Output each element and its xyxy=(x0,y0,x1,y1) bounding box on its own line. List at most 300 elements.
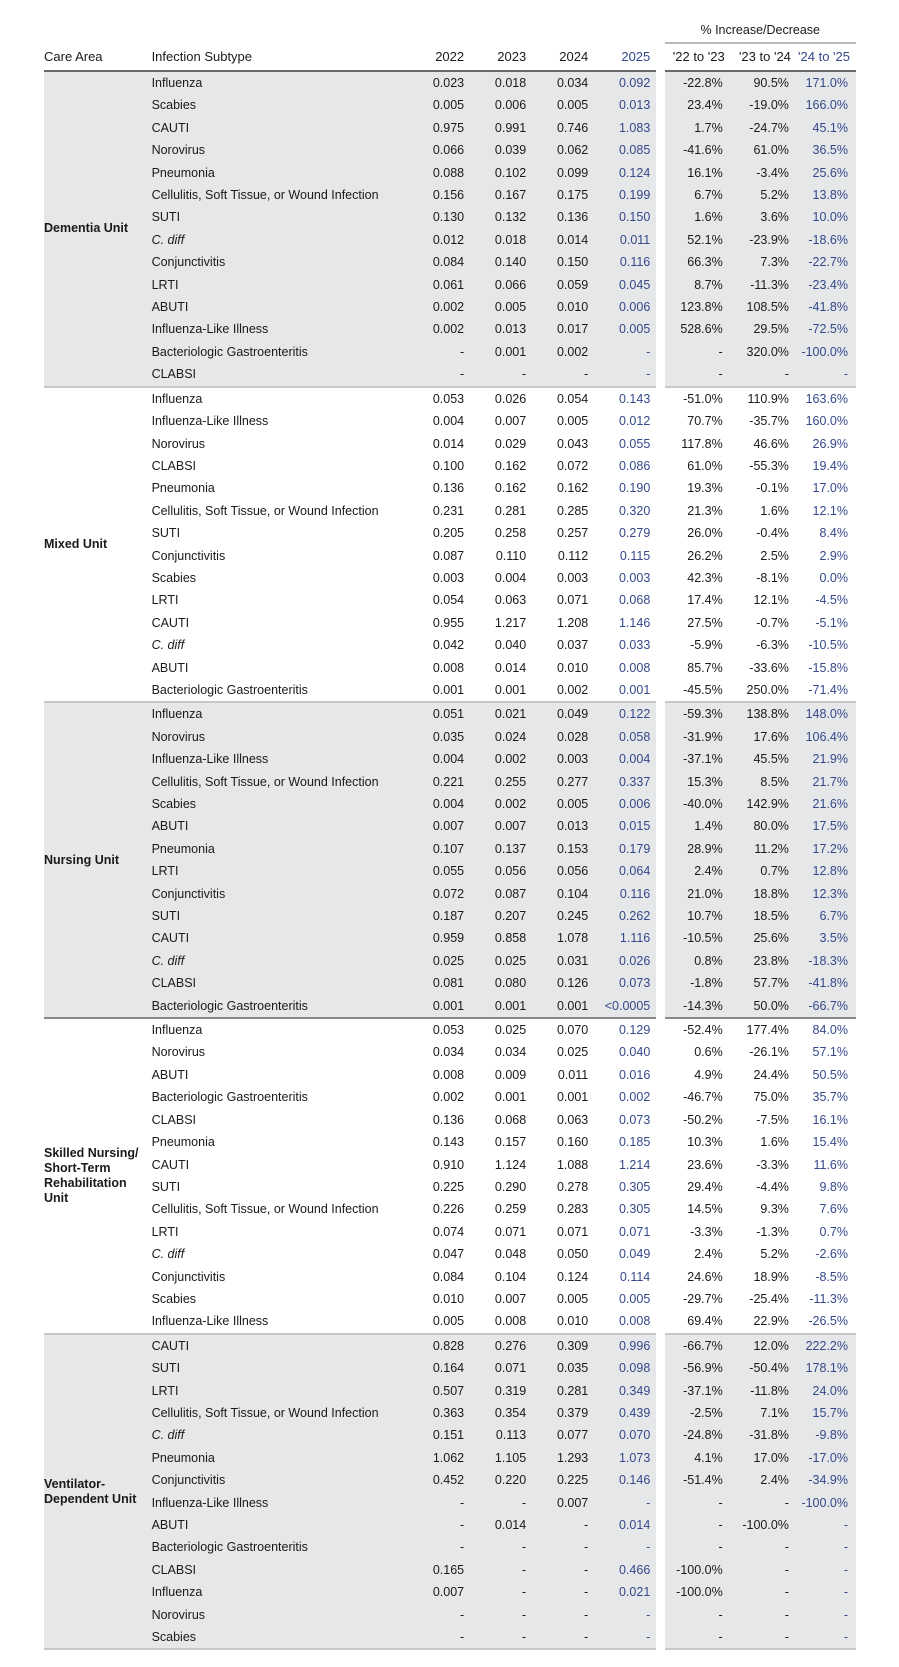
rate-2024: 0.013 xyxy=(532,815,594,837)
table-row xyxy=(44,1310,856,1334)
rate-2024: 0.071 xyxy=(556,593,589,608)
pct-22-23: 123.8% xyxy=(665,296,731,318)
table-row xyxy=(44,1424,856,1446)
pct-24-25: -18.3% xyxy=(797,950,856,972)
pct-22-23: - xyxy=(665,1492,731,1514)
rate-2022: 0.084 xyxy=(408,251,470,273)
rate-2023: 0.207 xyxy=(470,905,532,927)
rate-2023: 1.105 xyxy=(470,1447,532,1469)
pct-22-23: 1.6% xyxy=(665,206,731,228)
column-gap xyxy=(656,905,664,927)
table-row xyxy=(44,612,856,634)
rate-2023: - xyxy=(470,1626,532,1650)
column-gap xyxy=(656,274,664,296)
rate-2022: 0.012 xyxy=(408,229,470,251)
infection-subtype: LRTI xyxy=(151,1224,179,1239)
column-header-row xyxy=(44,44,856,72)
rate-2023: 0.063 xyxy=(494,593,527,608)
table-row xyxy=(44,1221,856,1243)
infection-subtype: SUTI xyxy=(151,526,181,541)
column-gap xyxy=(656,657,664,679)
rate-2023: 0.006 xyxy=(470,94,532,116)
column-gap xyxy=(656,94,664,116)
rate-2025: 0.008 xyxy=(594,1310,656,1334)
rate-2023: 0.080 xyxy=(470,972,532,994)
rate-2024: - xyxy=(532,1604,594,1626)
pct-24-25: 12.3% xyxy=(797,883,856,905)
table-row xyxy=(44,1357,856,1379)
pct-24-25: -18.6% xyxy=(797,229,856,251)
rate-2023: 0.167 xyxy=(470,184,532,206)
column-gap xyxy=(656,703,664,725)
infection-subtype: Norovirus xyxy=(151,436,206,451)
pct-22-23: 42.3% xyxy=(687,570,723,585)
pct-22-23: -37.1% xyxy=(665,748,731,770)
rate-2022: 0.054 xyxy=(432,593,465,608)
rate-2022: 0.034 xyxy=(432,1045,465,1060)
pct-22-23: 29.4% xyxy=(687,1179,723,1194)
pct-23-24: 24.4% xyxy=(753,1067,789,1082)
pct-22-23: - xyxy=(665,1604,731,1626)
table-row xyxy=(44,274,856,296)
rate-2022: 0.130 xyxy=(408,206,470,228)
rate-2025: 0.058 xyxy=(594,726,656,748)
pct-24-25: 0.7% xyxy=(819,1224,848,1239)
infection-subtype: C. diff xyxy=(151,1247,185,1262)
rate-2022: 0.010 xyxy=(432,1291,465,1306)
table-row xyxy=(44,184,856,206)
infection-subtype: C. diff xyxy=(152,1424,409,1446)
column-gap xyxy=(656,410,664,432)
table-row xyxy=(44,1064,856,1086)
pct-24-25: - xyxy=(797,1536,856,1558)
column-gap xyxy=(656,883,664,905)
rate-2022: 0.053 xyxy=(432,1023,465,1038)
infection-subtype: Scabies xyxy=(152,1626,409,1650)
rate-2025: 0.146 xyxy=(594,1469,656,1491)
rate-2024: 0.003 xyxy=(556,570,589,585)
table-row xyxy=(44,567,856,589)
percent-change-group-header: % Increase/Decrease xyxy=(665,18,856,44)
rate-2025: 0.349 xyxy=(594,1380,656,1402)
pct-23-24: 18.9% xyxy=(753,1269,789,1284)
pct-23-24: 61.0% xyxy=(731,139,797,161)
infection-subtype: ABUTI xyxy=(152,296,409,318)
column-gap xyxy=(656,679,664,703)
rate-2022: - xyxy=(408,1536,470,1558)
rate-2025: 0.996 xyxy=(594,1335,656,1357)
infection-subtype: SUTI xyxy=(152,206,409,228)
rate-2023: 0.162 xyxy=(494,458,527,473)
col-header-care-area: Care Area xyxy=(44,44,152,72)
rate-2025: - xyxy=(594,1492,656,1514)
rate-2025: 0.190 xyxy=(618,481,651,496)
pct-22-23: 24.6% xyxy=(687,1269,723,1284)
column-gap xyxy=(656,1581,664,1603)
table-row xyxy=(44,1581,856,1603)
pct-24-25: -11.3% xyxy=(809,1291,848,1306)
infection-subtype: Conjunctivitis xyxy=(151,1269,226,1284)
infection-subtype: Pneumonia xyxy=(152,838,409,860)
column-gap xyxy=(656,388,664,410)
pct-23-24: 18.8% xyxy=(731,883,797,905)
table-row xyxy=(44,726,856,748)
column-gap xyxy=(656,72,664,94)
col-header-2025: 2025 xyxy=(594,44,656,72)
pct-22-23: - xyxy=(665,1536,731,1558)
pct-24-25: 13.8% xyxy=(797,184,856,206)
rate-2023: 0.056 xyxy=(470,860,532,882)
rate-2023: 0.026 xyxy=(494,391,527,406)
rate-2025: 0.014 xyxy=(594,1514,656,1536)
rate-2024: 0.278 xyxy=(556,1179,589,1194)
header-group-row xyxy=(44,18,856,44)
rate-2025: - xyxy=(594,341,656,363)
infection-subtype: Norovirus xyxy=(152,726,409,748)
rate-2023: 0.014 xyxy=(470,1514,532,1536)
rate-2023: 0.991 xyxy=(470,117,532,139)
pct-23-24: -6.3% xyxy=(756,638,789,653)
rate-2024: 0.010 xyxy=(532,1310,594,1334)
rate-2022: 0.143 xyxy=(432,1135,465,1150)
pct-24-25: 148.0% xyxy=(797,703,856,725)
rate-2022: 0.107 xyxy=(408,838,470,860)
column-gap xyxy=(656,251,664,273)
infection-subtype: SUTI xyxy=(152,1357,409,1379)
rate-2024: 0.283 xyxy=(556,1202,589,1217)
rate-2025: 1.116 xyxy=(594,927,656,949)
infection-subtype: C. diff xyxy=(152,229,409,251)
rate-2022: 0.088 xyxy=(408,162,470,184)
rate-2023: - xyxy=(470,1604,532,1626)
pct-24-25: -9.8% xyxy=(797,1424,856,1446)
column-gap xyxy=(656,995,664,1019)
table-row xyxy=(44,1041,856,1063)
rate-2025: 0.116 xyxy=(594,251,656,273)
pct-24-25: 17.5% xyxy=(797,815,856,837)
infection-subtype: Norovirus xyxy=(152,139,409,161)
table-row xyxy=(44,1335,856,1357)
pct-23-24: 177.4% xyxy=(746,1023,789,1038)
pct-22-23: 4.1% xyxy=(665,1447,731,1469)
rate-2024: - xyxy=(532,1514,594,1536)
rate-2025: 0.012 xyxy=(618,414,651,429)
rate-2025: 0.143 xyxy=(618,391,651,406)
column-gap xyxy=(656,1198,664,1220)
pct-23-24: 0.7% xyxy=(731,860,797,882)
rate-2023: 0.276 xyxy=(470,1335,532,1357)
rate-2022: 0.156 xyxy=(408,184,470,206)
pct-24-25: 7.6% xyxy=(819,1202,848,1217)
pct-22-23: -24.8% xyxy=(665,1424,731,1446)
pct-24-25: 160.0% xyxy=(805,414,848,429)
pct-22-23: 23.6% xyxy=(687,1157,723,1172)
pct-23-24: -31.8% xyxy=(731,1424,797,1446)
table-row xyxy=(44,1380,856,1402)
infection-rate-table xyxy=(44,18,856,1650)
rate-2022: 0.002 xyxy=(408,318,470,340)
table-row xyxy=(44,860,856,882)
rate-2025: 0.006 xyxy=(594,296,656,318)
column-gap xyxy=(656,296,664,318)
table-row xyxy=(44,94,856,116)
pct-23-24: 23.8% xyxy=(731,950,797,972)
rate-2022: 0.004 xyxy=(408,748,470,770)
pct-23-24: 25.6% xyxy=(731,927,797,949)
pct-24-25: 21.6% xyxy=(797,793,856,815)
table-row xyxy=(44,748,856,770)
rate-2022: 0.955 xyxy=(432,615,465,630)
col-header-2024: 2024 xyxy=(532,44,594,72)
rate-2024: 0.049 xyxy=(532,703,594,725)
rate-2023: 0.048 xyxy=(494,1247,527,1262)
rate-2022: 0.007 xyxy=(408,815,470,837)
rate-2023: - xyxy=(470,1492,532,1514)
column-gap xyxy=(656,1626,664,1650)
rate-2023: 0.002 xyxy=(470,748,532,770)
infection-subtype: CLABSI xyxy=(152,363,409,387)
infection-subtype: ABUTI xyxy=(151,660,189,675)
pct-23-24: -26.1% xyxy=(749,1045,789,1060)
rate-2024: 0.002 xyxy=(532,679,594,703)
pct-23-24: 17.0% xyxy=(731,1447,797,1469)
rate-2024: 0.011 xyxy=(557,1067,589,1082)
rate-2025: 0.026 xyxy=(594,950,656,972)
infection-subtype: CLABSI xyxy=(151,458,197,473)
rate-2023: 0.068 xyxy=(494,1112,527,1127)
rate-2023: 0.039 xyxy=(470,139,532,161)
pct-24-25: 222.2% xyxy=(797,1335,856,1357)
column-gap xyxy=(656,162,664,184)
pct-22-23: -100.0% xyxy=(665,1559,731,1581)
rate-2024: 0.162 xyxy=(556,481,589,496)
rate-2022: 0.959 xyxy=(408,927,470,949)
rate-2025: 0.279 xyxy=(618,526,651,541)
pct-23-24: 142.9% xyxy=(731,793,797,815)
rate-2023: 0.104 xyxy=(494,1269,527,1284)
rate-2023: 0.014 xyxy=(494,660,527,675)
pct-23-24: 17.6% xyxy=(731,726,797,748)
rate-2024: 0.010 xyxy=(556,660,589,675)
rate-2023: 0.001 xyxy=(470,679,532,703)
rate-2025: 0.098 xyxy=(594,1357,656,1379)
pct-23-24: 3.6% xyxy=(731,206,797,228)
pct-23-24: - xyxy=(731,1581,797,1603)
rate-2024: 0.035 xyxy=(532,1357,594,1379)
rate-2025: 0.116 xyxy=(594,883,656,905)
table-row xyxy=(44,1402,856,1424)
rate-2025: 0.086 xyxy=(618,458,651,473)
rate-2023: 0.281 xyxy=(494,503,527,518)
infection-subtype: ABUTI xyxy=(152,815,409,837)
rate-2025: 0.129 xyxy=(618,1023,651,1038)
rate-2022: 0.035 xyxy=(408,726,470,748)
pct-22-23: 2.4% xyxy=(694,1247,723,1262)
rate-2022: 0.004 xyxy=(408,793,470,815)
pct-24-25: -41.8% xyxy=(797,972,856,994)
rate-2022: 0.975 xyxy=(408,117,470,139)
table-row xyxy=(44,229,856,251)
rate-2023: 0.029 xyxy=(494,436,527,451)
pct-22-23: -100.0% xyxy=(665,1581,731,1603)
rate-2025: 0.016 xyxy=(618,1067,651,1082)
pct-22-23: 26.2% xyxy=(687,548,723,563)
col-header-22-to-23: '22 to '23 xyxy=(665,44,731,72)
infection-subtype: Norovirus xyxy=(152,1604,409,1626)
rate-2022: 0.221 xyxy=(408,771,470,793)
rate-2022: 0.023 xyxy=(408,72,470,94)
rate-2024: 0.063 xyxy=(556,1112,589,1127)
table-row xyxy=(44,1514,856,1536)
pct-24-25: -41.8% xyxy=(797,296,856,318)
pct-24-25: 25.6% xyxy=(797,162,856,184)
rate-2022: 0.136 xyxy=(432,481,465,496)
column-gap xyxy=(656,838,664,860)
pct-22-23: 52.1% xyxy=(665,229,731,251)
rate-2024: - xyxy=(532,363,594,387)
rate-2023: 0.025 xyxy=(470,950,532,972)
rate-2025: 0.055 xyxy=(618,436,651,451)
rate-2023: 0.007 xyxy=(470,815,532,837)
rate-2025: 0.466 xyxy=(594,1559,656,1581)
infection-subtype: Conjunctivitis xyxy=(151,548,226,563)
rate-2023: 0.007 xyxy=(494,1291,527,1306)
pct-24-25: -72.5% xyxy=(797,318,856,340)
table-row xyxy=(44,1154,856,1176)
rate-2024: 0.153 xyxy=(532,838,594,860)
pct-22-23: -3.3% xyxy=(690,1224,723,1239)
pct-23-24: 5.2% xyxy=(760,1247,789,1262)
infection-subtype: Scabies xyxy=(152,94,409,116)
rate-2023: 0.258 xyxy=(494,526,527,541)
pct-22-23: 117.8% xyxy=(681,436,723,451)
column-gap xyxy=(656,1131,664,1153)
pct-22-23: -14.3% xyxy=(665,995,731,1019)
rate-2022: 0.507 xyxy=(408,1380,470,1402)
pct-24-25: -22.7% xyxy=(797,251,856,273)
pct-24-25: 50.5% xyxy=(812,1067,848,1082)
pct-22-23: - xyxy=(665,1514,731,1536)
rate-2022: 0.055 xyxy=(408,860,470,882)
table-row xyxy=(44,139,856,161)
rate-2025: 0.115 xyxy=(619,548,651,563)
pct-22-23: -52.4% xyxy=(683,1023,723,1038)
rate-2022: 0.151 xyxy=(408,1424,470,1446)
column-gap xyxy=(656,117,664,139)
rate-2025: 0.092 xyxy=(594,72,656,94)
infection-subtype: Pneumonia xyxy=(152,1447,409,1469)
pct-24-25: - xyxy=(797,1604,856,1626)
rate-2023: 0.034 xyxy=(494,1045,527,1060)
pct-23-24: -4.4% xyxy=(756,1179,789,1194)
pct-22-23: 8.7% xyxy=(665,274,731,296)
infection-subtype: ABUTI xyxy=(152,1514,409,1536)
rate-2022: 0.074 xyxy=(432,1224,465,1239)
rate-2023: 0.002 xyxy=(470,793,532,815)
rate-2024: 0.070 xyxy=(556,1023,589,1038)
pct-22-23: 61.0% xyxy=(687,458,723,473)
rate-2024: 0.050 xyxy=(556,1247,589,1262)
rate-2025: 0.199 xyxy=(594,184,656,206)
infection-subtype: C. diff xyxy=(152,950,409,972)
rate-2025: <0.0005 xyxy=(594,995,656,1019)
rate-2023: 0.354 xyxy=(470,1402,532,1424)
pct-24-25: 19.4% xyxy=(812,458,848,473)
table-row xyxy=(44,1492,856,1514)
infection-subtype: Cellulitis, Soft Tissue, or Wound Infection xyxy=(151,503,379,518)
rate-2024: 0.007 xyxy=(532,1492,594,1514)
infection-subtype: CAUTI xyxy=(152,117,409,139)
table-row xyxy=(44,1176,856,1198)
pct-24-25: 0.0% xyxy=(819,570,848,585)
rate-2024: 0.072 xyxy=(556,458,589,473)
table-row xyxy=(44,883,856,905)
rate-2023: 0.137 xyxy=(470,838,532,860)
pct-23-24: - xyxy=(731,1604,797,1626)
infection-subtype: LRTI xyxy=(152,860,409,882)
rate-2022: 0.008 xyxy=(432,660,465,675)
pct-22-23: -41.6% xyxy=(665,139,731,161)
rate-2024: 0.056 xyxy=(532,860,594,882)
pct-22-23: -5.9% xyxy=(690,638,723,653)
column-gap xyxy=(656,184,664,206)
rate-2024: 0.037 xyxy=(556,638,589,653)
infection-subtype: Pneumonia xyxy=(151,1135,215,1150)
pct-24-25: 36.5% xyxy=(797,139,856,161)
rate-2025: 0.085 xyxy=(594,139,656,161)
rate-2024: 0.003 xyxy=(532,748,594,770)
infection-subtype: SUTI xyxy=(151,1179,181,1194)
rate-2025: 0.013 xyxy=(594,94,656,116)
rate-2023: 0.162 xyxy=(494,481,527,496)
rate-2025: 0.262 xyxy=(594,905,656,927)
pct-24-25: 35.7% xyxy=(812,1090,848,1105)
pct-22-23: 10.3% xyxy=(687,1135,723,1150)
col-header-23-to-24: '23 to '24 xyxy=(731,44,797,72)
pct-22-23: 27.5% xyxy=(687,615,723,630)
table-row xyxy=(44,634,856,656)
pct-23-24: -33.6% xyxy=(749,660,789,675)
table-row xyxy=(44,589,856,611)
col-header-2023: 2023 xyxy=(470,44,532,72)
rate-2024: 0.124 xyxy=(556,1269,589,1284)
column-gap xyxy=(656,433,664,455)
pct-23-24: 108.5% xyxy=(731,296,797,318)
rate-2025: - xyxy=(594,363,656,387)
infection-subtype: SUTI xyxy=(152,905,409,927)
rate-2024: 0.126 xyxy=(532,972,594,994)
infection-subtype: Cellulitis, Soft Tissue, or Wound Infection xyxy=(152,1402,409,1424)
column-gap xyxy=(656,567,664,589)
rate-2022: 0.001 xyxy=(408,995,470,1019)
pct-23-24: 2.4% xyxy=(731,1469,797,1491)
pct-23-24: -35.7% xyxy=(749,414,789,429)
rate-2024: 0.104 xyxy=(532,883,594,905)
rate-2023: 0.024 xyxy=(470,726,532,748)
pct-24-25: 57.1% xyxy=(812,1045,848,1060)
column-gap xyxy=(656,545,664,567)
pct-22-23: -29.7% xyxy=(683,1291,723,1306)
rate-2023: 0.858 xyxy=(470,927,532,949)
table-row xyxy=(44,1626,856,1650)
infection-subtype: Conjunctivitis xyxy=(152,251,409,273)
infection-subtype: Influenza-Like Illness xyxy=(152,1310,409,1334)
column-gap xyxy=(656,1243,664,1265)
rate-2025: 0.068 xyxy=(618,593,651,608)
rate-2022: - xyxy=(408,363,470,387)
pct-22-23: 19.3% xyxy=(687,481,723,496)
rate-2025: 1.083 xyxy=(594,117,656,139)
